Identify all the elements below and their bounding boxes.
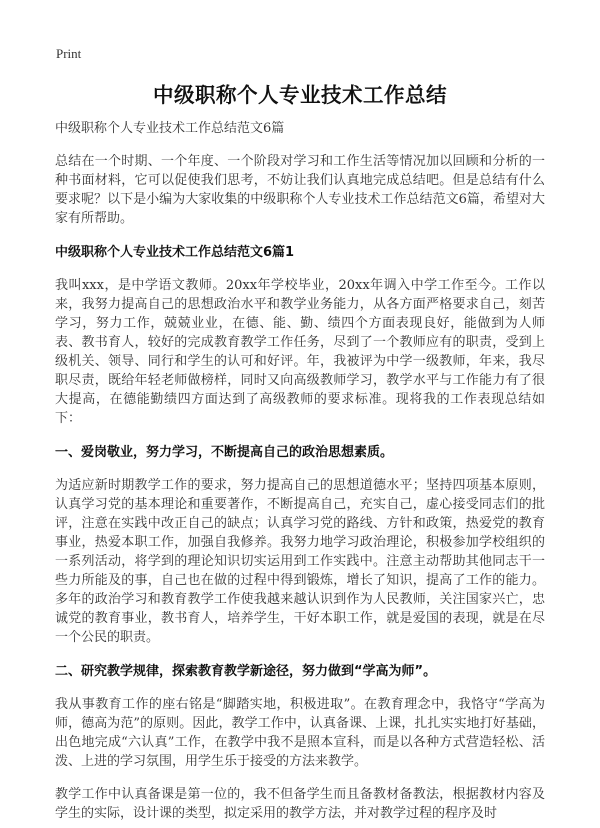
body-paragraph-4: 教学工作中认真备课是第一位的，我不但备学生而且备教材备教法，根据教材内容及学生的实际，设计课的类型，拟定采用的教学方法，并对教学过程的程序及时 xyxy=(55,787,545,821)
body-paragraph-2: 为适应新时期教学工作的要求，努力提高自己的思想道德水平；坚持四项基本原则，认真学习党的基本理论和重要著作，不断提高自己，充实自己，虚心接受同志们的批评，注意在实践中改正自己的缺点；认真学习党的路线、方针和政策，热爱党的教育事业，热爱本职工作，加强自我修养。我努力地学习政治理论，积极参加学校组织的一系列活动，将学到的理论知识切实运用到工作实践中。注意主动帮助其他同志干一些力所能及的事，自己也在做的过程中得到锻炼，增长了知识，提高了工作的能力。多年的政治学习和教育教学工作使我越来越认识到作为人民教师，关注国家兴亡，忠诚党的教育事业，教书育人，培养学生，干好本职工作，就是爱国的表现，就是在尽一个公民的职责。 xyxy=(55,478,545,645)
section-heading-2: 二、研究教学规律，探索教育教学新途径，努力做到“学高为师”。 xyxy=(55,664,437,679)
document-title: 中级职称个人专业技术工作总结 xyxy=(153,83,447,107)
body-paragraph-1: 我叫xxx，是中学语文教师。20xx年学校毕业，20xx年调入中学工作至今。工作以来，我努力提高自己的思想政治水平和教学业务能力，从各方面严格要求自己，刻苦学习，努力工作，兢兢业业，在德、能、勤、绩四个方面表现良好，能做到为人师表、教书育人，较好的完成教育教学工作任务，尽到了一个教师应有的职责，受到上级机关、领导、同行和学生的认可和好评。年，我被评为中学一级教师，年来，我尽职尽责，既给年轻老师做榜样，同时又向高级教师学习，教学水平与工作能力有了很大提高，在德能勤绩四方面达到了高级教师的要求标准。现将我的工作表现总结如下： xyxy=(55,278,545,426)
intro-paragraph: 总结在一个时期、一个年度、一个阶段对学习和工作生活等情况加以回顾和分析的一种书面材料，它可以促使我们思考，不妨让我们认真地完成总结吧。但是总结有什么要求呢？以下是小编为大家收集的中级职称个人专业技术工作总结范文6篇，希望对大家有所帮助。 xyxy=(55,154,545,226)
print-link[interactable]: Print xyxy=(56,46,82,61)
document-subtitle: 中级职称个人专业技术工作总结范文6篇 xyxy=(55,121,285,136)
section-heading-1: 一、爱岗敬业，努力学习，不断提高自己的政治思想素质。 xyxy=(55,445,394,460)
article-heading: 中级职称个人专业技术工作总结范文6篇1 xyxy=(55,245,295,260)
body-paragraph-3: 我从事教育工作的座右铭是“脚踏实地，积极进取”。在教育理念中，我恪守“学高为师，德高为范”的原则。因此，教学工作中，认真备课、上课，扎扎实实地打好基础，出色地完成“六认真”工作，在教学中我不是照本宣科，而是以各种方式营造轻松、活泼、上进的学习氛围，用学生乐于接受的方法来教学。 xyxy=(55,697,545,769)
